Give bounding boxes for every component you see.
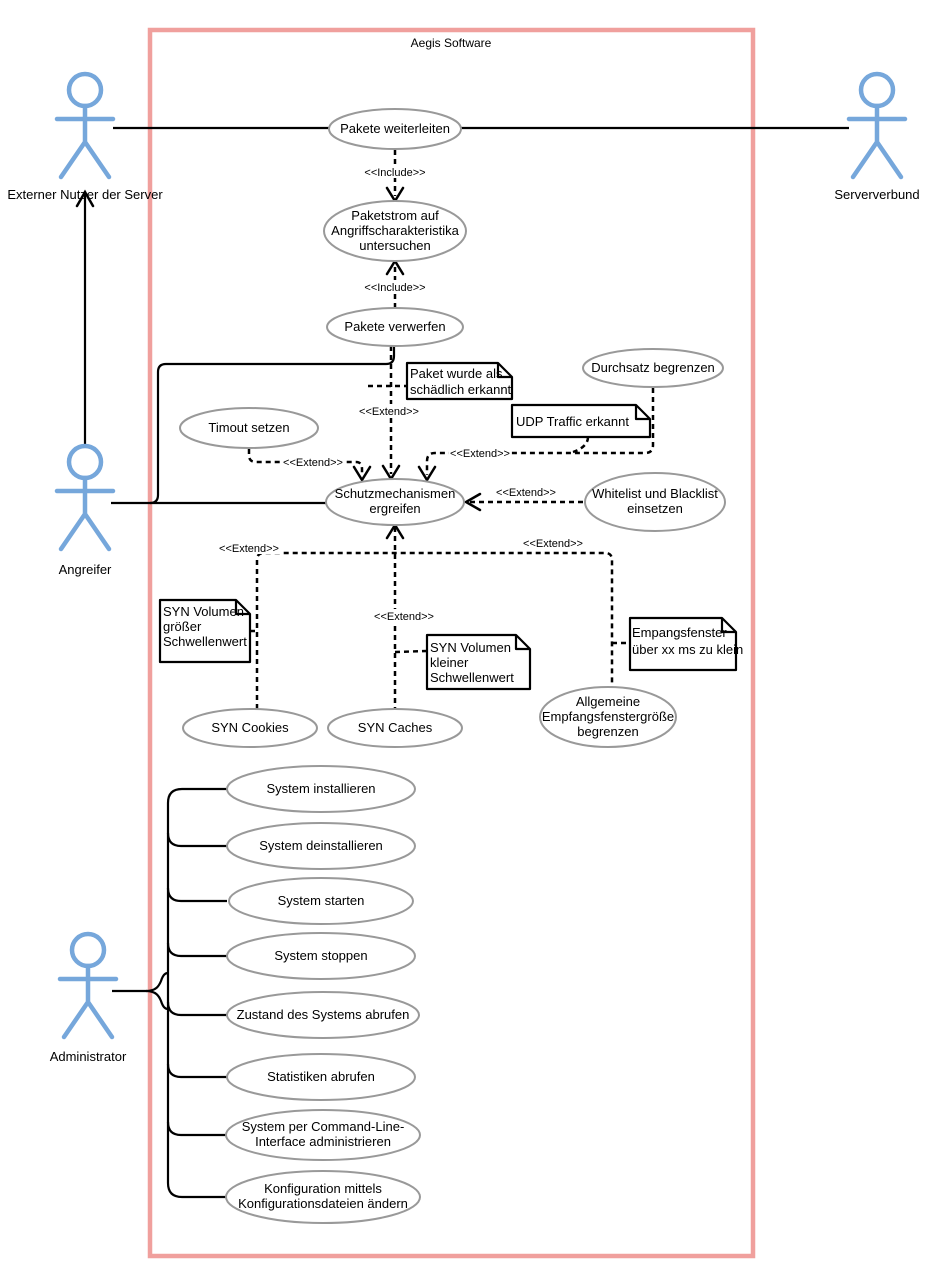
include-label: <<Include>> <box>364 282 426 294</box>
usecase-label: einsetzen <box>627 501 683 516</box>
note-text: SYN Volumen <box>430 640 511 655</box>
usecase-label: Konfigurationsdateien ändern <box>238 1196 408 1211</box>
note-syn-kleiner <box>427 635 530 689</box>
usecase-label: ergreifen <box>369 501 421 516</box>
usecase-system-stoppen <box>227 933 415 979</box>
note-text: UDP Traffic erkannt <box>516 414 629 429</box>
usecase-label: System per Command-Line- <box>241 1119 405 1134</box>
usecase-label: SYN Cookies <box>211 720 289 735</box>
usecase-label: Pakete verwerfen <box>344 319 446 334</box>
usecase-timout-setzen <box>180 408 318 448</box>
usecase-system-deinstallieren <box>227 823 415 869</box>
usecase-statistiken-abrufen <box>227 1054 415 1100</box>
note-text: schädlich erkannt <box>410 382 512 397</box>
note-paket-schaedlich <box>407 363 512 399</box>
usecase-paketstrom-untersuchen <box>324 201 466 261</box>
usecase-label: Empfangsfenstergröße <box>541 709 675 724</box>
note-link-syn-kleiner <box>395 651 427 652</box>
actor-head-icon <box>861 74 893 106</box>
usecase-label: Timout setzen <box>208 420 290 435</box>
admin-branch-deinstallieren <box>168 833 227 846</box>
note-text: über xx ms zu klein <box>632 642 744 657</box>
note-text: SYN Volumen <box>163 604 244 619</box>
usecase-system-installieren <box>227 766 415 812</box>
note-udp-traffic <box>512 405 650 437</box>
extend-label: <<Extend>> <box>374 611 434 623</box>
note-syn-groesser <box>160 600 250 662</box>
actor-label-angreifer: Angreifer <box>58 562 112 577</box>
admin-branch-zustand <box>168 1002 227 1015</box>
usecase-schutzmechanismen-ergreifen <box>326 479 464 525</box>
note-text: Schwellenwert <box>430 670 514 685</box>
actor-externer-nutzer <box>57 74 113 177</box>
usecase-zustand-abrufen <box>227 992 419 1038</box>
usecase-label: SYN Caches <box>357 720 433 735</box>
note-text: Empangsfenster <box>632 625 727 640</box>
extend-label: <<Extend>> <box>359 406 419 418</box>
actor-body-icon <box>57 106 113 177</box>
note-link-udp <box>573 437 588 452</box>
actor-label-administrator: Administrator <box>49 1049 127 1064</box>
usecase-whitelist-blacklist <box>585 473 725 531</box>
extend-label: <<Extend>> <box>523 538 583 550</box>
note-text: Schwellenwert <box>163 634 247 649</box>
usecase-label: Konfiguration mittels <box>264 1181 382 1196</box>
usecase-label: Zustand des Systems abrufen <box>236 1007 410 1022</box>
usecase-syn-cookies <box>183 709 317 747</box>
actor-body-icon <box>60 966 116 1037</box>
usecase-label: Allgemeine <box>575 694 641 709</box>
usecase-label: Interface administrieren <box>255 1134 391 1149</box>
actor-label-externer-nutzer: Externer Nutzer der Server <box>7 187 163 202</box>
extend-label: <<Extend>> <box>219 543 279 555</box>
extend-label: <<Extend>> <box>283 457 343 469</box>
usecase-label: System stoppen <box>274 948 368 963</box>
actor-angreifer <box>57 446 113 549</box>
extend-label: <<Extend>> <box>450 448 510 460</box>
usecase-label: Schutzmechanismen <box>334 486 456 501</box>
actor-serververbund <box>849 74 905 177</box>
usecase-label: Statistiken abrufen <box>267 1069 375 1084</box>
actor-body-icon <box>849 106 905 177</box>
actor-head-icon <box>69 446 101 478</box>
actor-label-serververbund: Serververbund <box>834 187 920 202</box>
usecase-pakete-verwerfen <box>327 308 463 346</box>
actor-head-icon <box>72 934 104 966</box>
extend-label: <<Extend>> <box>496 487 556 499</box>
admin-branch-cli <box>168 1122 226 1135</box>
usecase-label: untersuchen <box>359 238 431 253</box>
note-text: kleiner <box>430 655 469 670</box>
usecase-syn-caches <box>328 709 462 747</box>
usecase-label: Pakete weiterleiten <box>340 121 450 136</box>
actor-administrator <box>60 934 116 1037</box>
note-empangsfenster <box>630 618 743 670</box>
note-text: größer <box>163 619 202 634</box>
usecase-label: Paketstrom auf <box>351 208 439 223</box>
admin-branch-statistiken <box>168 1064 227 1077</box>
usecase-pakete-weiterleiten <box>329 109 461 149</box>
usecase-label: System installieren <box>266 781 376 796</box>
usecase-cli-administrieren <box>226 1110 420 1160</box>
actor-head-icon <box>69 74 101 106</box>
admin-branch-starten <box>168 888 227 901</box>
boundary-title: Aegis Software <box>410 36 492 50</box>
actor-body-icon <box>57 478 113 549</box>
admin-branch-stoppen <box>168 943 227 956</box>
usecase-label: Angriffscharakteristika <box>331 223 459 238</box>
usecase-konfiguration-aendern <box>226 1171 420 1223</box>
note-text: Paket wurde als <box>410 366 503 381</box>
usecase-durchsatz-begrenzen <box>583 349 723 387</box>
include-label: <<Include>> <box>364 167 426 179</box>
usecase-label: System starten <box>277 893 365 908</box>
usecase-label: begrenzen <box>577 724 639 739</box>
usecase-system-starten <box>229 878 413 924</box>
usecase-label: System deinstallieren <box>259 838 383 853</box>
usecase-empfangsfenster-begrenzen <box>540 687 676 747</box>
usecase-label: Whitelist und Blacklist <box>592 486 718 501</box>
usecase-label: Durchsatz begrenzen <box>591 360 715 375</box>
